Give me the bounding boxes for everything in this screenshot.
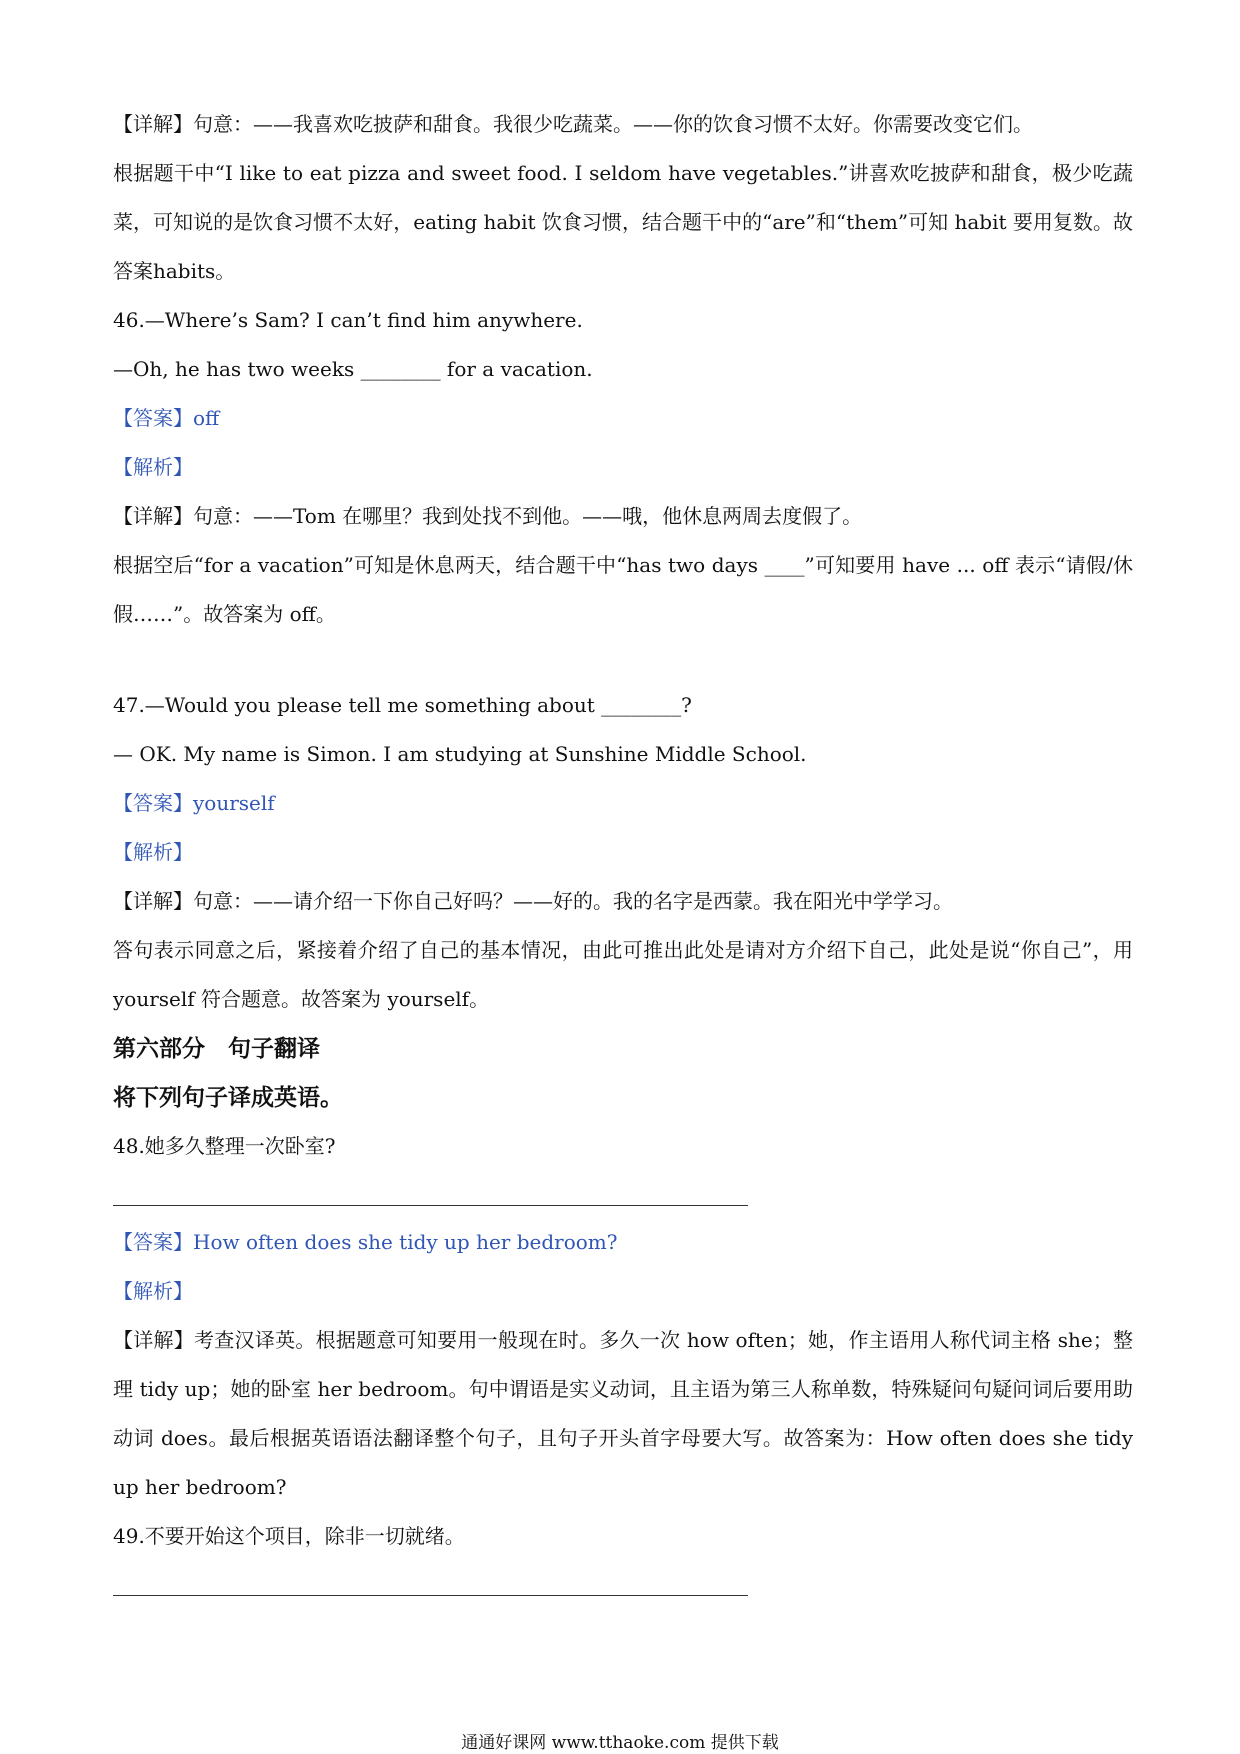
detail-47: 【详解】句意：——请介绍一下你自己好吗？——好的。我的名字是西蒙。我在阳光中学学习。 (113, 889, 953, 913)
question-47-line2: — OK. My name is Simon. I am studying at Sunshine Middle School. (113, 742, 807, 766)
answer-46: 【答案】off (113, 406, 220, 430)
answer-line-48 (113, 1171, 1133, 1218)
detail-45: 【详解】句意：——我喜欢吃披萨和甜食。我很少吃蔬菜。——你的饮食习惯不太好。你需要改变它们。 (113, 112, 1033, 136)
explanation-46: 根据空后“for a vacation”可知是休息两天，结合题干中“has two days ____”可知要用 have ... off 表示“请假/休假……”。故答案为 off。 (113, 553, 1133, 626)
analysis-label-48: 【解析】 (113, 1279, 193, 1303)
question-46-line1: 46.—Where’s Sam? I can’t find him anywhere. (113, 308, 583, 332)
question-46-line2: —Oh, he has two weeks ________ for a vacation. (113, 357, 593, 381)
analysis-label-46: 【解析】 (113, 455, 193, 479)
explanation-48: 【详解】考查汉译英。根据题意可知要用一般现在时。多久一次 how often；她，作主语用人称代词主格 she；整理 tidy up；她的卧室 her bedroom。句中谓语是实义动词，且主语为第三人称单数，特殊疑问句疑问词后要用助动词 does。最后根据英语语法翻译整个句子，且句子开头首字母要大写。故答案为：How often does she tidy up her bedroom? (113, 1328, 1133, 1499)
answer-line-49 (113, 1561, 1133, 1608)
detail-46: 【详解】句意：——Tom 在哪里？我到处找不到他。——哦，他休息两周去度假了。 (113, 504, 863, 528)
explanation-45: 根据题干中“I like to eat pizza and sweet food. I seldom have vegetables.”讲喜欢吃披萨和甜食，极少吃蔬菜，可知说的是饮食习惯不太好，eating habit 饮食习惯，结合题干中的“are”和“them”可知 habit 要用复数。故答案habits。 (113, 161, 1133, 283)
question-48: 48.她多久整理一次卧室? (113, 1134, 336, 1158)
question-47-line1: 47.—Would you please tell me something about ________? (113, 693, 692, 717)
explanation-47: 答句表示同意之后，紧接着介绍了自己的基本情况，由此可推出此处是请对方介绍下自己，此处是说“你自己”，用 yourself 符合题意。故答案为 yourself。 (113, 938, 1133, 1011)
document-page (113, 100, 1133, 1608)
section-6-heading: 第六部分 句子翻译 (113, 1035, 320, 1062)
question-49: 49.不要开始这个项目，除非一切就绪。 (113, 1524, 465, 1548)
answer-48: 【答案】How often does she tidy up her bedroom? (113, 1230, 618, 1254)
answer-47: 【答案】yourself (113, 791, 275, 815)
page-footer: 通通好课网 www.tthaoke.com 提供下载 (461, 1733, 779, 1753)
section-6-instruction: 将下列句子译成英语。 (113, 1084, 343, 1111)
analysis-label-47: 【解析】 (113, 840, 193, 864)
